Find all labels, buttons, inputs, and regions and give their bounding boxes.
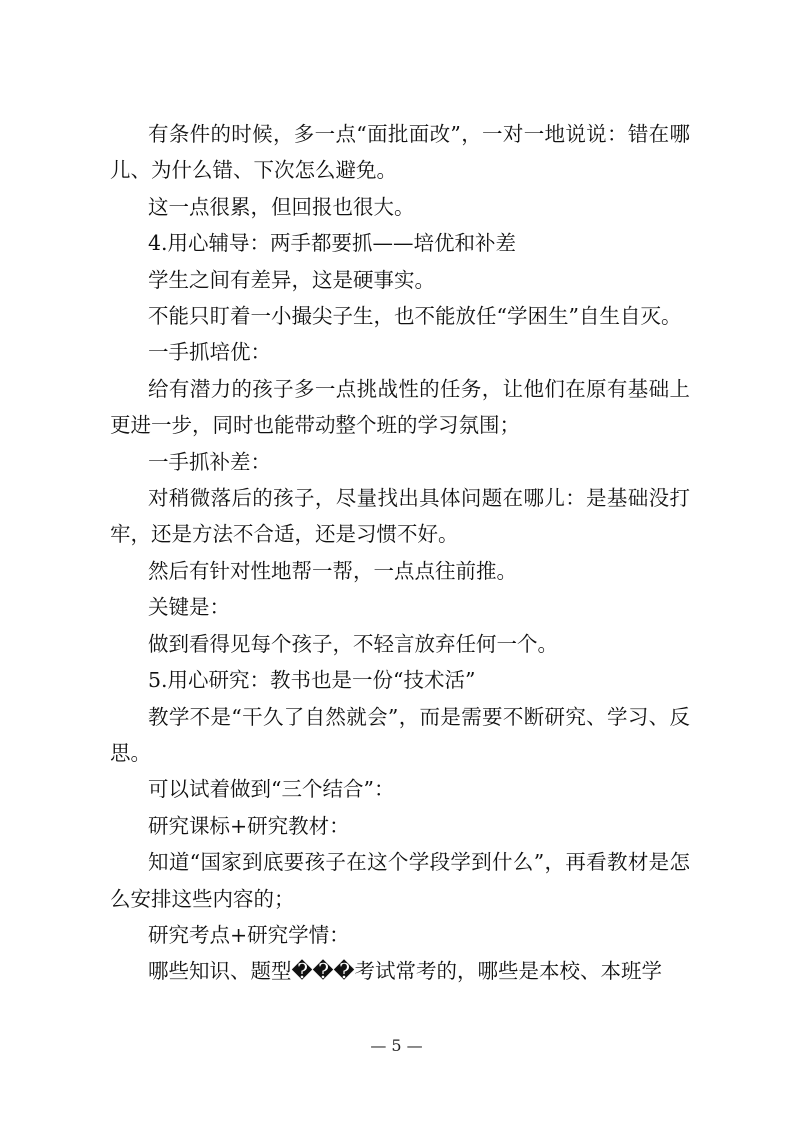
paragraph: 一手抓培优：	[148, 340, 271, 365]
paragraph: 研究考点+研究学情：	[148, 922, 350, 947]
paragraph: 这一点很累，但回报也很大。	[148, 194, 415, 219]
paragraph: 关键是：	[148, 595, 230, 620]
paragraph: 一手抓补差：	[148, 449, 271, 474]
paragraph: 有条件的时候，多一点“面批面改”，一对一地说说：错在哪儿、为什么错、下次怎么避免。	[110, 122, 690, 183]
paragraph: 不能只盯着一小撮尖子生，也不能放任“学困生”自生自灭。	[148, 304, 682, 329]
paragraph: 哪些知识、题型���考试常考的，哪些是本校、本班学	[148, 959, 663, 984]
paragraph: 教学不是“干久了自然就会”，而是需要不断研究、学习、反思。	[110, 704, 690, 765]
body-text	[110, 116, 690, 990]
paragraph: 对稍微落后的孩子，尽量找出具体问题在哪儿：是基础没打牢，还是方法不合适，还是习惯不好。	[110, 486, 690, 547]
paragraph: 知道“国家到底要孩子在这个学段学到什么”，再看教材是怎么安排这些内容的；	[110, 850, 690, 911]
page-number: — 5 —	[370, 1036, 423, 1055]
paragraph: 学生之间有差异，这是硬事实。	[148, 267, 435, 292]
paragraph: 可以试着做到“三个结合”：	[148, 777, 395, 802]
paragraph: 研究课标+研究教材：	[148, 813, 350, 838]
paragraph: 给有潜力的孩子多一点挑战性的任务，让他们在原有基础上更进一步，同时也能带动整个班的学习氛围；	[110, 376, 690, 438]
paragraph: 然后有针对性地帮一帮，一点点往前推。	[148, 558, 517, 583]
section-heading: 5.用心研究：教书也是一份“技术活”	[148, 668, 476, 693]
paragraph: 做到看得见每个孩子，不轻言放弃任何一个。	[148, 631, 558, 656]
section-heading: 4.用心辅导：两手都要抓——培优和补差	[148, 231, 517, 256]
